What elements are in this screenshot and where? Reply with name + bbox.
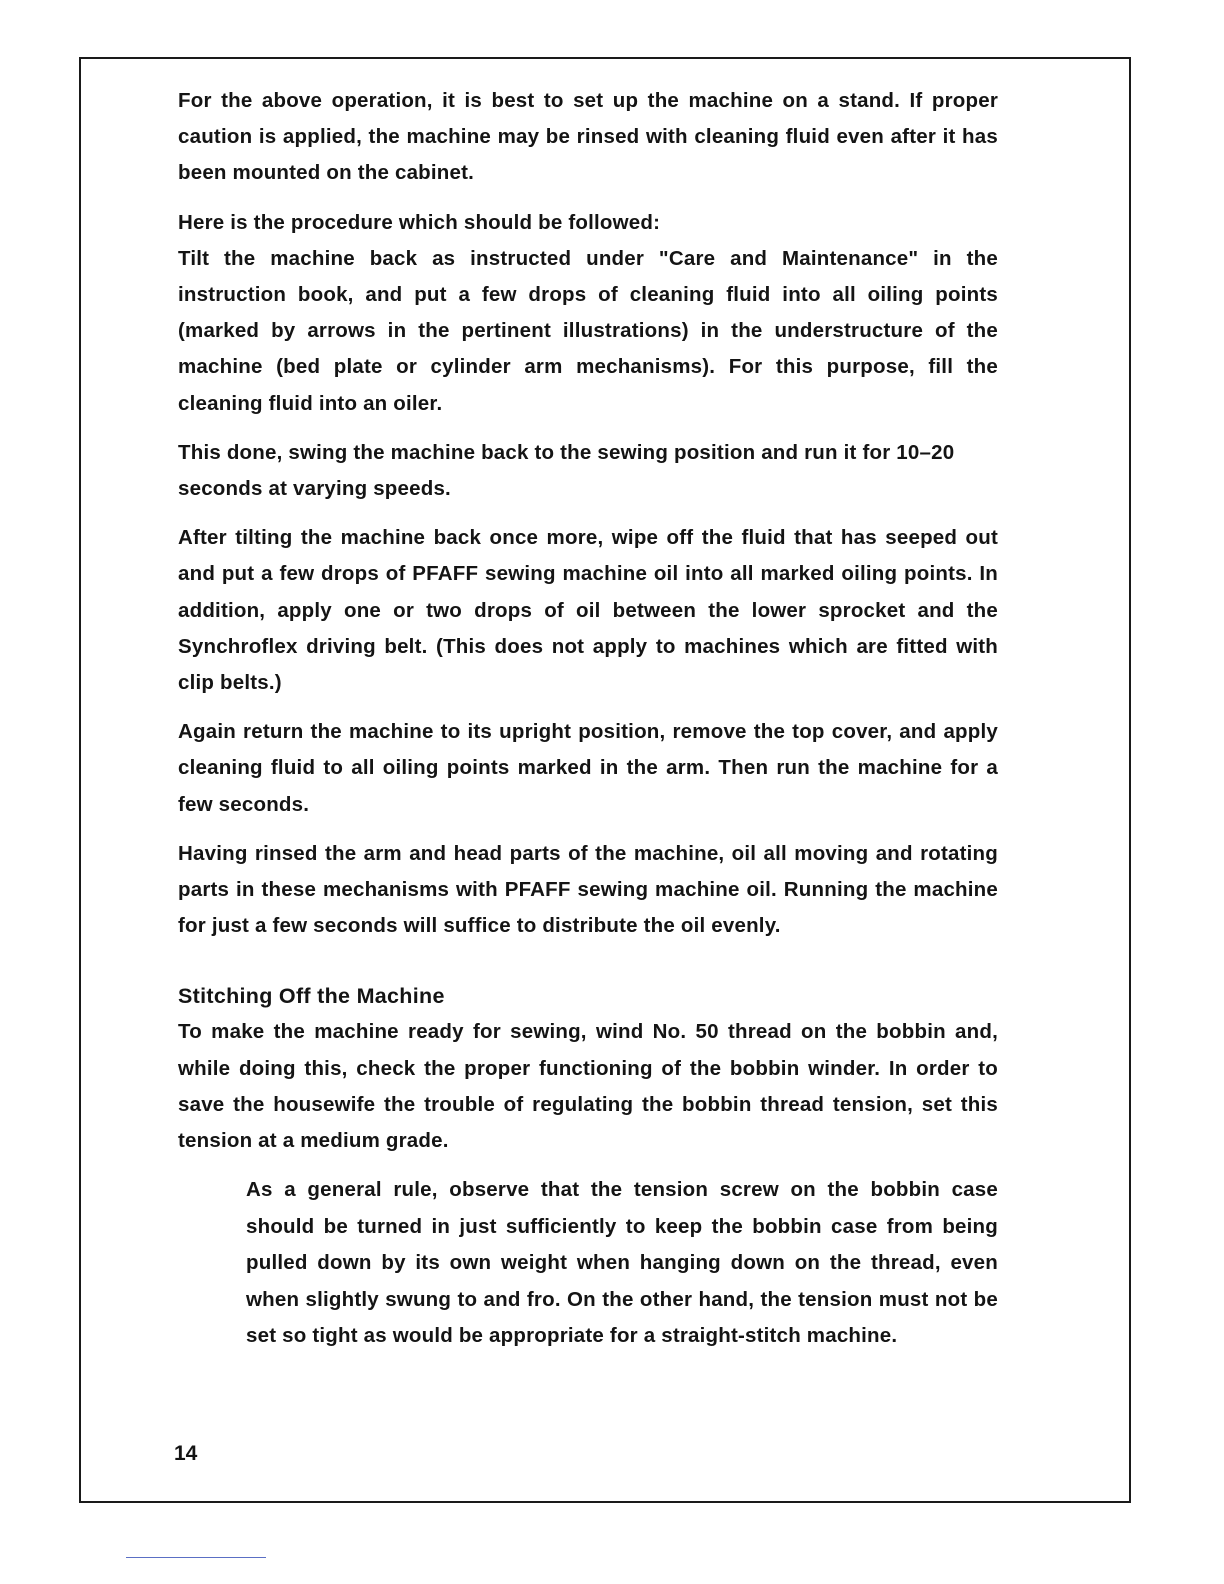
page-number: 14	[174, 1442, 198, 1465]
paragraph-wipe-off-oil: After tilting the machine back once more, wipe off the fluid that has seeped out and put a few drops of PFAFF sewing machine oil into all marked oiling points. In addition, apply one or two drops of oil between the lower sprocket and the Synchroflex driving belt. (This does not apply to machines which are fitted with clip belts.)	[178, 526, 998, 695]
paragraph-stand-setup: For the above operation, it is best to set up the machine on a stand. If proper caution is applied, the machine may be rinsed with cleaning fluid even after it has been mounted on the cabinet.	[178, 89, 998, 185]
indented-note: As a general rule, observe that the tension screw on the bobbin case should be turned in just sufficiently to keep the bobbin case from being pulled down by its own weight when hanging down on the thread, even when slightly swung to and fro. On the other hand, the tension must not be set so tight as would be appropriate for a straight-stitch machine.	[246, 1178, 998, 1347]
paragraph-upright-position: Again return the machine to its upright position, remove the top cover, and apply cleaning fluid to all oiling points marked in the arm. Then run the machine for a few seconds.	[178, 720, 998, 816]
paragraph-swing-back: This done, swing the machine back to the sewing position and run it for 10–20 seconds at varying speeds.	[178, 440, 955, 501]
paragraph-rinse-arm-head: Having rinsed the arm and head parts of the machine, oil all moving and rotating parts in these mechanisms with PFAFF sewing machine oil. Running the machine for just a few seconds will suffice to distribute the oil evenly.	[178, 841, 998, 938]
page-frame	[79, 57, 1131, 1503]
section-body: To make the machine ready for sewing, wind No. 50 thread on the bobbin and, while doing this, check the proper functioning of the bobbin winder. In order to save the housewife the trouble of regulating the bobbin thread tension, set this tension at a medium grade.	[178, 1020, 998, 1153]
procedure-block	[178, 205, 998, 422]
section-heading: Stitching Off the Machine	[178, 984, 445, 1009]
procedure-intro: Here is the procedure which should be followed:	[178, 210, 661, 234]
procedure-body: Tilt the machine back as instructed under "Care and Maintenance" in the instruction book, and put a few drops of cleaning fluid into all oiling points (marked by arrows in the pertinent illustrations) in the understructure of the machine (bed plate or cylinder arm mechanisms). For this purpose, fill the cleaning fluid into an oiler.	[178, 246, 998, 415]
page-content	[178, 83, 998, 1354]
bottom-rule	[126, 1557, 266, 1558]
